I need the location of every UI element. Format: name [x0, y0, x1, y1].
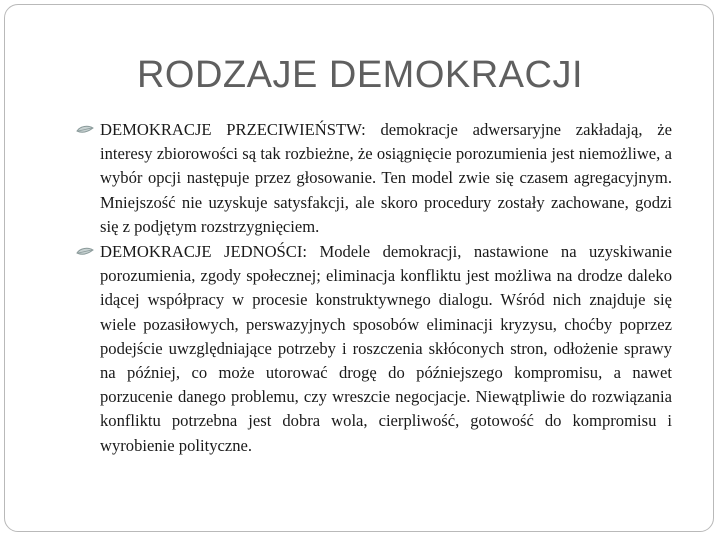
bullet-item-jednosci — [76, 240, 672, 458]
bullet-text: DEMOKRACJE PRZECIWIEŃSTW: demokracje adwersaryjne zakładają, że interesy zbiorowości są tak rozbieżne, że osiągnięcie porozumienia jest niemożliwe, a wybór opcji następuje przez głosowanie. Ten model zwie się czasem agregacyjnym. Mniejszość nie uzyskuje satysfakcji, ale skoro procedury zostały zachowane, godzi się z podjętym rozstrzygnięciem. — [100, 120, 672, 236]
bullet-item-przeciwienstw — [76, 118, 672, 239]
bullet-text: DEMOKRACJE JEDNOŚCI: Modele demokracji, nastawione na uzyskiwanie porozumienia, zgody społecznej; eliminacja konfliktu jest możliwa na drodze daleko idącej współpracy w procesie konstruktywnego dialogu. Wśród nich znajduje się wiele pozasiłowych, perswazyjnych sposobów eliminacji kryzysu, choćby poprzez podejście uwzględniające potrzeby i roszczenia skłóconych stron, odłożenie sprawy na później, co może utorować drogę do późniejszego kompromisu, a nawet porzucenie danego problemu, czy wreszcie negocjacje. Niewątpliwie do rozwiązania konfliktu potrzebna jest dobra wola, cierpliwość, gotowość do kompromisu i wyrobienie polityczne. — [100, 242, 672, 455]
slide-title: RODZAJE DEMOKRACJI — [136, 54, 584, 96]
leaf-bullet-icon — [76, 125, 94, 136]
slide-content — [76, 118, 672, 459]
leaf-bullet-icon — [76, 247, 94, 258]
